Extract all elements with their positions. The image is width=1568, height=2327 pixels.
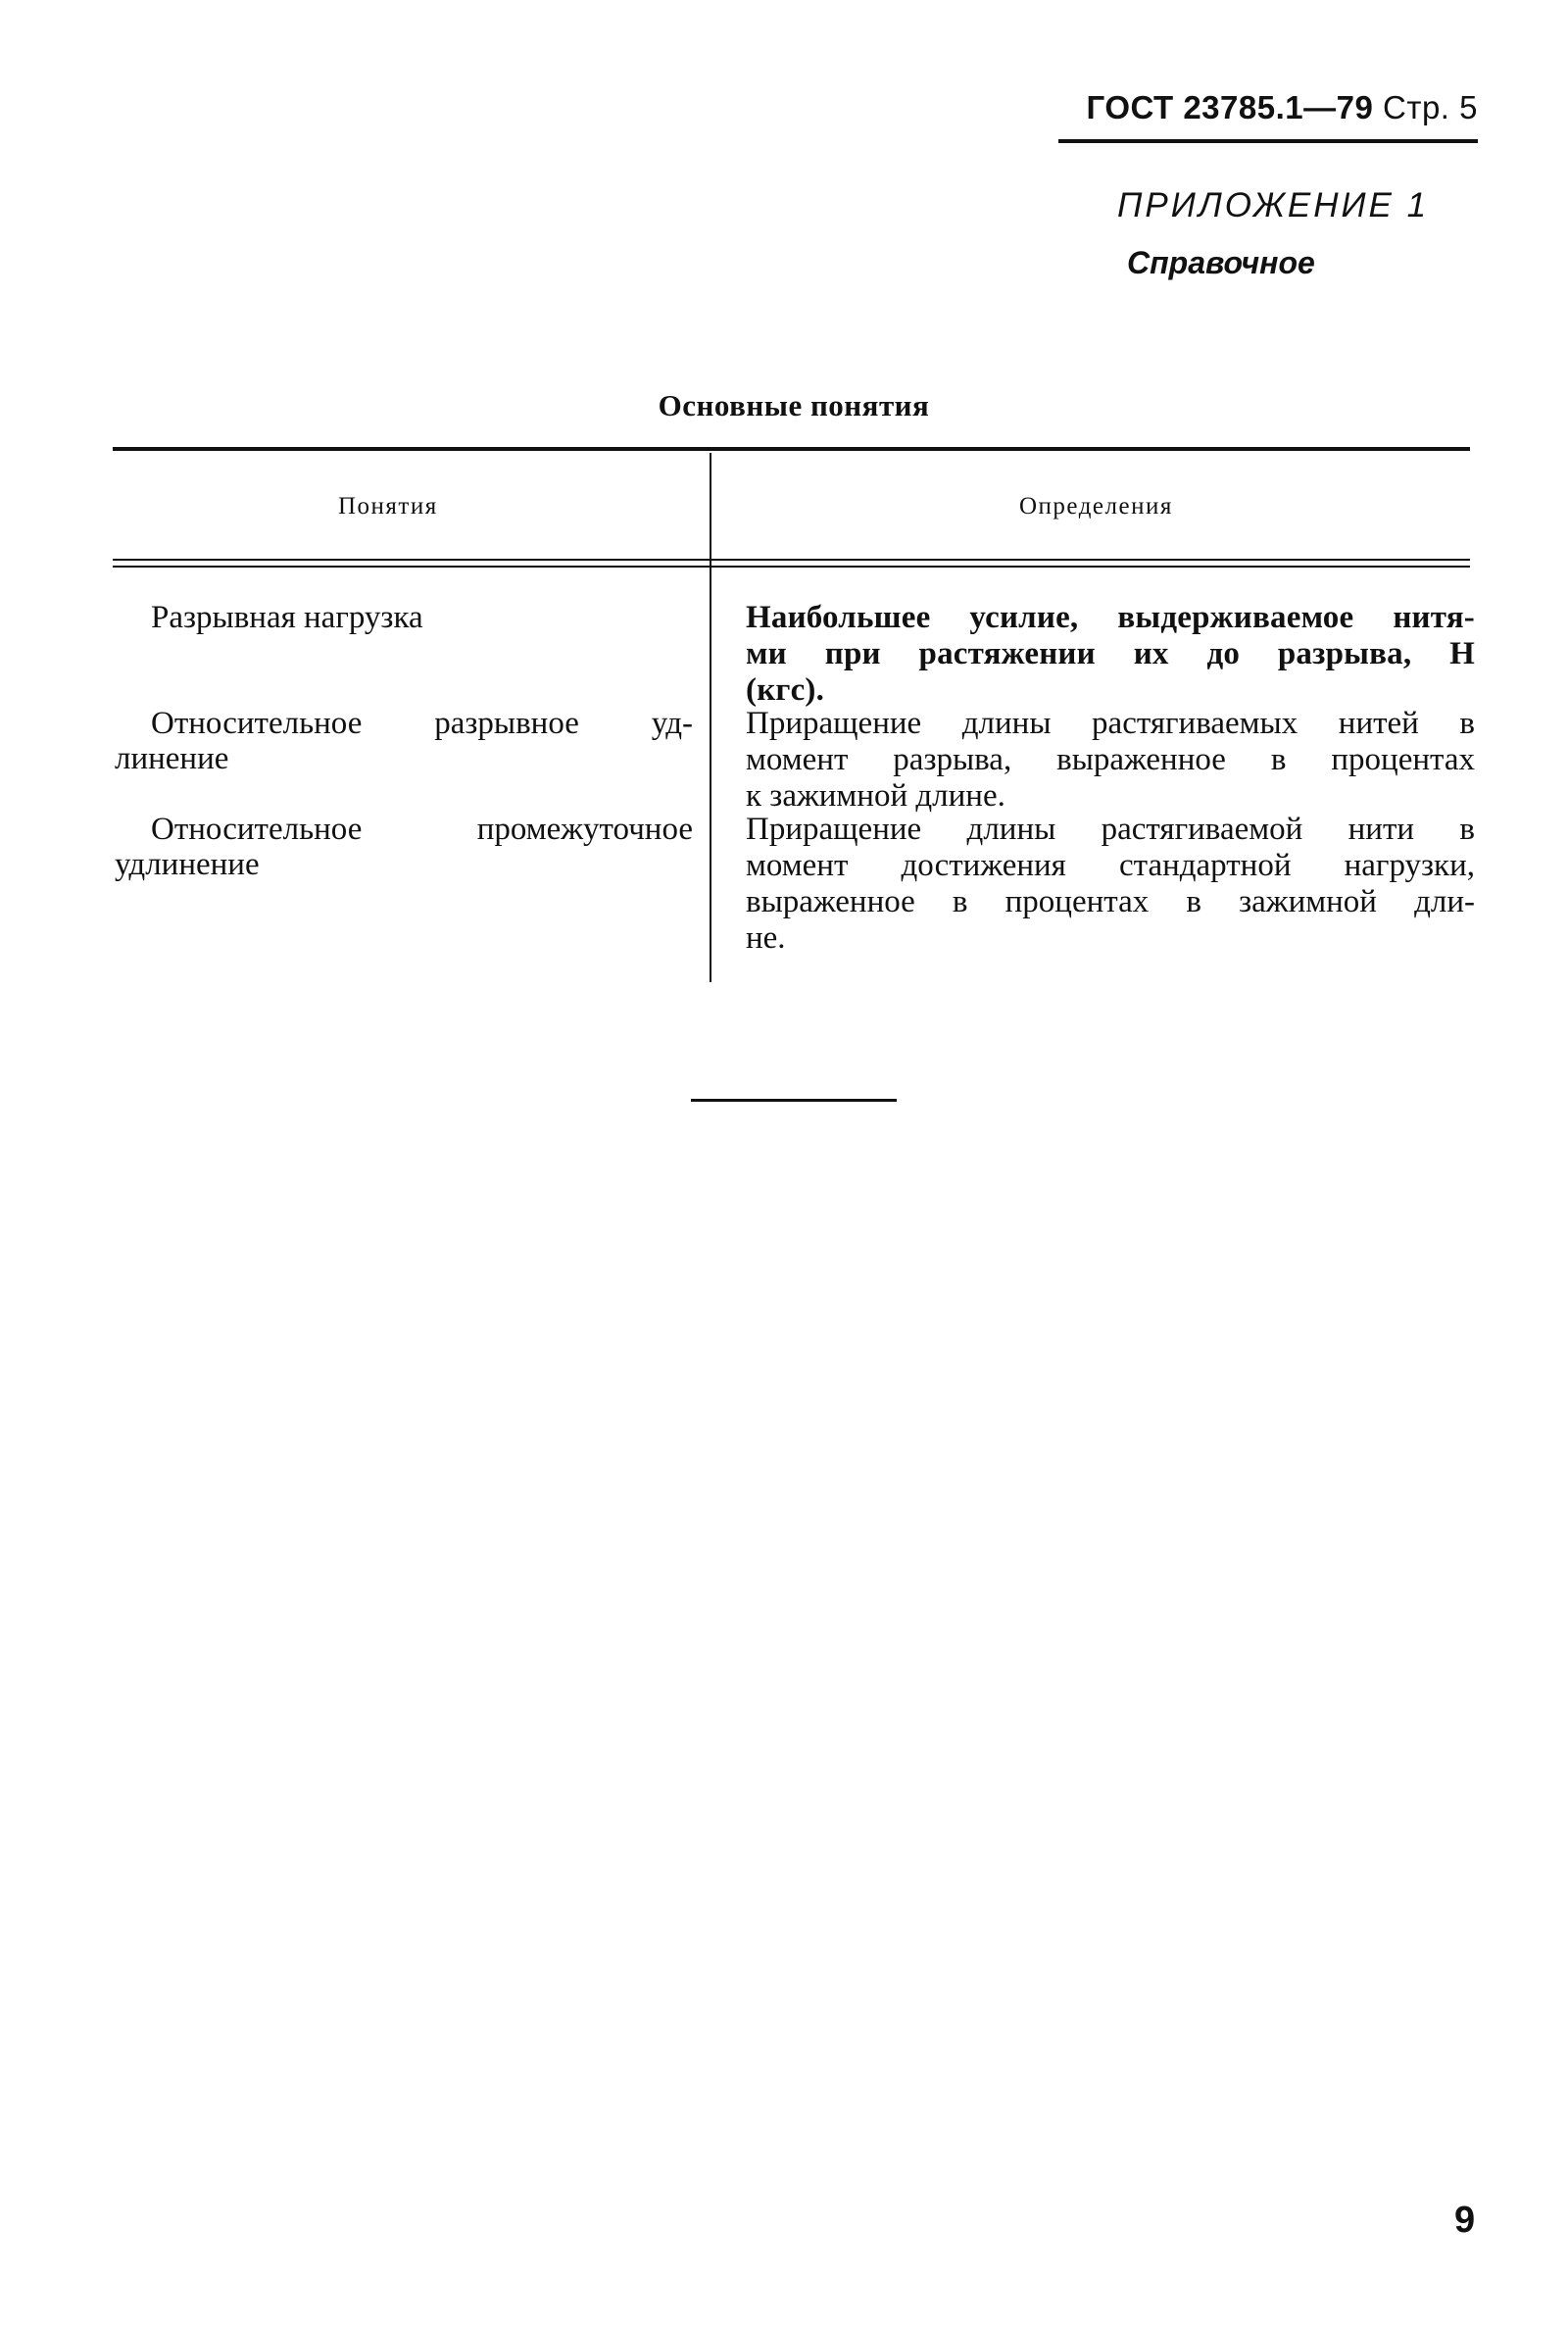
definition-line: (кгс). [746,672,825,708]
table-row-definition [746,706,1475,815]
table-row-term [115,706,693,776]
definition-line: к зажимной длине. [746,778,1005,814]
column-header-definitions: Определения [1019,493,1173,520]
term-line: удлинение [115,847,260,882]
table-top-rule [113,447,1470,451]
page-number: 9 [1454,2200,1476,2241]
page-header [1058,86,1478,143]
definition-line: ми при растяжении их до разрыва, Н [746,636,1475,671]
definition-line: момент достижения стандартной нагрузки, [746,848,1475,883]
appendix-subtitle: Справочное [1127,245,1315,280]
table-row-definition [746,600,1475,709]
end-of-section-rule [691,1099,897,1102]
definition-line: Наибольшее усилие, выдерживаемое нитя- [746,600,1475,635]
term-line: Разрывная нагрузка [151,600,423,635]
definition-line: не. [746,920,786,956]
page-label: Стр. 5 [1383,89,1478,125]
appendix-title: ПРИЛОЖЕНИЕ 1 [1117,186,1430,224]
table-row-definition [746,812,1475,957]
table-row-term [115,812,693,882]
definition-line: выраженное в процентах в зажимной дли- [746,884,1475,919]
table-header-rule [113,559,1470,561]
definition-line: момент разрыва, выраженное в процентах [746,742,1475,777]
term-line: линение [115,741,229,776]
table-column-divider [710,453,711,982]
column-header-terms: Понятия [338,493,438,520]
definition-line: Приращение длины растягиваемой нити в [746,812,1475,847]
standard-number: ГОСТ 23785.1—79 [1086,89,1374,125]
table-title: Основные понятия [658,388,930,422]
term-line: Относительное разрывное уд- [151,706,693,741]
table-header-rule-double [113,566,1470,568]
term-line: Относительное промежуточное [151,812,693,847]
table-row-term [115,600,693,635]
definition-line: Приращение длины растягиваемых нитей в [746,706,1475,741]
